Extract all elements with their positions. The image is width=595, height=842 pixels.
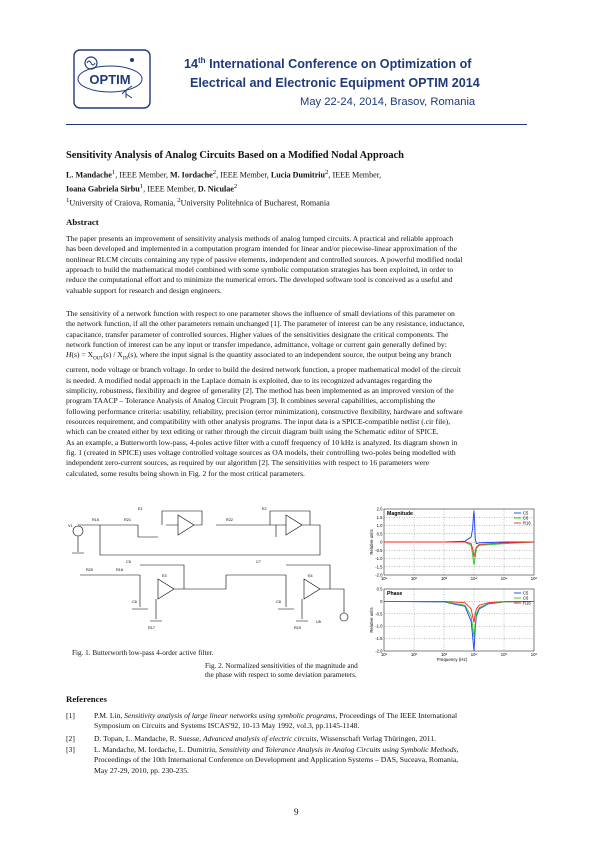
- legend-label: R16: [523, 600, 531, 606]
- page-number: 9: [294, 807, 299, 817]
- abstract-body: [66, 234, 526, 296]
- x-tick-label: 10⁵: [500, 652, 508, 657]
- magnitude-plot: [369, 507, 537, 582]
- x-tick-label: 10¹: [380, 652, 388, 657]
- schematic-label: C7: [256, 560, 261, 564]
- plot-frame: [384, 589, 534, 651]
- body-text: [66, 309, 526, 479]
- x-tick-label: 10⁴: [470, 576, 478, 581]
- legend-label: C6: [523, 515, 529, 521]
- schematic-label: R16: [116, 568, 123, 572]
- y-axis-label: Relative units: [369, 607, 374, 633]
- x-tick-label: 10²: [410, 652, 418, 657]
- fig2-xlabel: Frequency (Hz): [436, 657, 468, 662]
- y-tick-label: 0: [380, 598, 383, 604]
- abstract-heading: Abstract: [66, 217, 99, 227]
- abstract-line: has been developed and implemented in a computation program intended for linear and/or piecewise-linear approximation of the: [66, 244, 457, 254]
- body-line: fig. 1 (created in SPICE) uses voltage controlled voltage sources as OA models, their controlling two-poles being modelled with: [66, 447, 456, 457]
- y-tick-label: 1.0: [376, 523, 383, 528]
- x-tick-label: 10⁴: [470, 652, 478, 657]
- x-tick-label: 10³: [440, 652, 448, 657]
- y-tick-label: -0.5: [375, 547, 383, 553]
- schematic-label: C6: [132, 600, 137, 604]
- y-tick-label: -0.5: [375, 611, 383, 617]
- header-rule: [66, 124, 527, 125]
- abstract-line: reduce the computational effort and to minimize the numerical errors. The developed software tool is conceived as a useful and: [66, 275, 453, 285]
- conference-date: May 22-24, 2014, Brasov, Romania: [300, 96, 476, 108]
- y-tick-label: 2.0: [376, 506, 383, 512]
- fig1-schematic: [66, 497, 356, 647]
- x-tick-label: 10²: [410, 576, 418, 581]
- abstract-line: The paper presents an improvement of sensitivity analysis methods of analog lumped circuits. A practical and reliable approach: [66, 234, 454, 243]
- reference-item: [3] L. Mandache, M. Iordache, L. Dumitriu, Sensitivity and Tolerance Analysis in Analog Circuits using Symbolic Methods, Proceedings of the 10th International Conference on Development and Application Systems – DAS, Suceava, Romania, May 27-29, 2010, pp. 230-235.: [66, 745, 459, 775]
- schematic-label: R22: [226, 518, 233, 522]
- y-tick-label: -2.0: [375, 572, 383, 578]
- legend-label: R16: [523, 520, 531, 526]
- reference-item: [1] P.M. Lin, Sensitivity analysis of large linear networks using symbolic programs, Proceedings of The IEEE International Symposium on Circuits and Systems ISCAS'92, 10-13 May 1992, vol.3, pp.1145-1148.: [66, 711, 458, 731]
- paper-title: Sensitivity Analysis of Analog Circuits Based on a Modified Nodal Approach: [66, 150, 404, 161]
- conference-title-line1: 14th International Conference on Optimization of: [184, 56, 472, 72]
- body-line: calculated, some results being shown in Fig. 2 for the most critical parameters.: [66, 468, 305, 478]
- body-line: resources requirement, and compatibility with other analysis programs. The input data is a SPICE-compatible netlist (.cir file),: [66, 416, 451, 426]
- schematic-label: E2: [262, 507, 267, 511]
- body-line: program TAACP – Tolerance Analysis of Analog Circuit Program [3]. It combines several capabilities, accomplishing the: [66, 396, 436, 406]
- body-line: the network function, if all the other parameters remain unchanged [1]. The parameter of interest can be any resistance, inductance,: [66, 319, 465, 329]
- y-tick-label: -1.5: [375, 636, 383, 642]
- schematic-label: R21: [124, 518, 131, 522]
- y-tick-label: -1.0: [375, 556, 383, 561]
- schematic-label: C8: [276, 600, 281, 604]
- legend-label: C6: [523, 595, 529, 601]
- y-axis-label: Relative units: [369, 529, 374, 555]
- x-tick-label: 10¹: [380, 576, 388, 581]
- schematic-label: E3: [162, 574, 167, 578]
- x-tick-label: 10³: [440, 576, 448, 581]
- optim-logo: [70, 48, 154, 112]
- fig2-caption-line: Fig. 2. Normalized sensitivities of the magnitude and: [205, 662, 358, 670]
- x-tick-label: 10⁵: [500, 576, 508, 581]
- body-line: which can be created either by text editing or rather through the circuit diagram built using the Schematic editor of SPICE.: [66, 427, 439, 437]
- x-tick-label: 10⁶: [530, 652, 538, 657]
- fig1-caption: Fig. 1. Butterworth low-pass 4-order active filter.: [72, 649, 214, 657]
- schematic-label: E1: [138, 507, 143, 511]
- schematic-label: R20: [86, 568, 93, 572]
- logo-text: OPTIM: [89, 72, 131, 87]
- body-line: is needed. A modified nodal approach in the Laplace domain is exploited, due to its recognized advantages regarding the: [66, 375, 433, 385]
- legend-label: C5: [523, 510, 529, 516]
- body-line: As an example, a Butterworth low-pass, 4-poles active filter with a cutoff frequency of 10 kHz is analyzed. Its diagram shown in: [66, 437, 458, 447]
- body-line: network function of interest can be any input or transfer impedance, admittance, voltage or current gain generally defined by:: [66, 340, 447, 350]
- schematic-label: C5: [126, 560, 131, 564]
- fig2-caption: [205, 662, 365, 680]
- plot-title: Phase: [387, 591, 403, 597]
- phase-plot: [369, 587, 537, 658]
- conference-title-line2: Electrical and Electronic Equipment OPTIM 2014: [190, 76, 480, 90]
- body-line: independent zero-current sources, as required by our algorithm [2]. The sensitivities with respect to 16 parameters were: [66, 458, 429, 468]
- author-line-2: Ioana Gabriela Sirbu$^1$, IEEE Member, D. Niculae$^2$: [66, 183, 238, 194]
- plot-title: Magnitude: [387, 511, 413, 517]
- schematic-label: V1: [68, 524, 73, 528]
- schematic-label: U5: [316, 620, 321, 624]
- references-heading: References: [66, 694, 107, 704]
- x-tick-label: 10⁶: [530, 576, 538, 581]
- schematic-label: R17: [148, 626, 155, 630]
- body-line: The sensitivity of a network function with respect to one parameter shows the influence of small deviations of this parameter on: [66, 309, 455, 318]
- abstract-line: approach to build the mathematical model combined with some symbolic computation strategies has been exploited, in order to: [66, 265, 454, 275]
- schematic-label: R19: [294, 626, 301, 630]
- formula-line: $H(s) = X_{OUT}(s) / X_{IN}(s)$, where the input signal is the quantity associated to an independent source, the output being any branch: [66, 350, 452, 362]
- reference-item: [2] D. Topan, L. Mandache, R. Suesse, Advanced analysis of electric circuits, Wissenschaft Verlag Thüringen, 2011.: [66, 734, 437, 743]
- fig2-caption-line: the phase with respect to some deviation parameters.: [205, 671, 357, 680]
- schematic-label: E4: [308, 574, 313, 578]
- y-tick-label: 0.5: [376, 586, 383, 592]
- schematic-label: R15: [92, 518, 99, 522]
- legend-label: C5: [523, 590, 529, 596]
- body-line: current, node voltage or branch voltage. In order to build the desired network function, a proper mathematical model of the circuit: [66, 365, 461, 375]
- y-tick-label: -1.0: [375, 623, 383, 629]
- fig2-plots: [362, 503, 542, 663]
- abstract-line: valuable support for research and design engineers.: [66, 285, 222, 295]
- y-tick-label: -2.0: [375, 648, 383, 654]
- y-tick-label: 0.5: [376, 531, 383, 537]
- author-line-1: L. Mandache$^1$, IEEE Member, M. Iordache$^2$, IEEE Member, Lucia Dumitriu$^2$, IEEE Member,: [66, 169, 382, 180]
- body-line: simplicity, robustness, flexibility and degree of generality [2]. The method has been implemented as an improved version of the: [66, 385, 454, 395]
- y-tick-label: 0: [380, 539, 383, 545]
- abstract-line: nonlinear RLCM circuits containing any type of passive elements, independent and controlled sources. A powerful modified nodal: [66, 254, 463, 264]
- y-tick-label: 1.5: [376, 514, 383, 520]
- y-tick-label: -1.5: [375, 564, 383, 570]
- body-line: following performance criteria: usability, reliability, precision (error minimization), constructive flexibility, hardware and software: [66, 406, 463, 416]
- body-line: capacitance, transfer parameter of controlled sources. Higher values of the sensitivities designate the critical components. The: [66, 329, 449, 339]
- affiliations: $^1$University of Craiova, Romania, $^2$University Politehnica of Bucharest, Romania: [66, 197, 330, 208]
